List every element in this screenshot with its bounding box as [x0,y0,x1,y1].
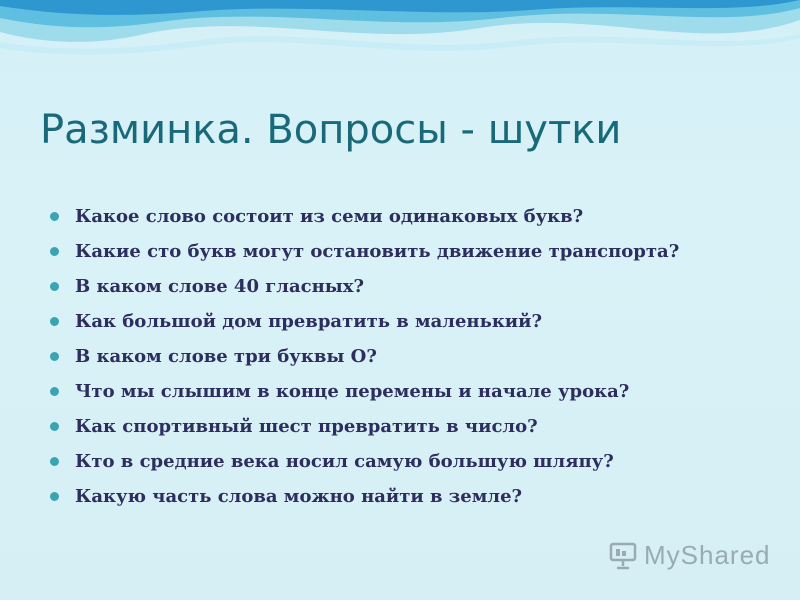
bullet-dot-icon [50,492,59,501]
list-item [48,485,768,508]
bullet-dot-icon [50,247,59,256]
list-item-text: Кто в средние века носил самую большую шляпу? [75,451,614,472]
list-item-text: В каком слове 40 гласных? [75,276,365,297]
list-item-text: Какую часть слова можно найти в земле? [75,486,523,507]
bullet-dot-icon [50,352,59,361]
presentation-board-icon [608,540,638,570]
bullet-dot-icon [50,212,59,221]
question-list [48,205,768,520]
list-item [48,205,768,228]
bullet-dot-icon [50,317,59,326]
list-item-text: Какие сто букв могут остановить движение транспорта? [75,241,680,262]
list-item [48,450,768,473]
list-item [48,380,768,403]
list-item-text: В каком слове три буквы О? [75,346,377,367]
list-item [48,415,768,438]
decorative-waves [0,0,800,90]
list-item [48,345,768,368]
list-item-text: Как спортивный шест превратить в число? [75,416,538,437]
list-item [48,240,768,263]
bullet-dot-icon [50,387,59,396]
list-item [48,275,768,298]
list-item-text: Как большой дом превратить в маленький? [75,311,543,332]
list-item [48,310,768,333]
watermark [608,540,771,570]
bullet-dot-icon [50,422,59,431]
list-item-text: Какое слово состоит из семи одинаковых букв? [75,206,584,227]
watermark-text: MyShared [644,539,771,570]
slide-title: Разминка. Вопросы - шутки [40,107,622,153]
bullet-dot-icon [50,457,59,466]
bullet-dot-icon [50,282,59,291]
list-item-text: Что мы слышим в конце перемены и начале урока? [75,381,630,402]
